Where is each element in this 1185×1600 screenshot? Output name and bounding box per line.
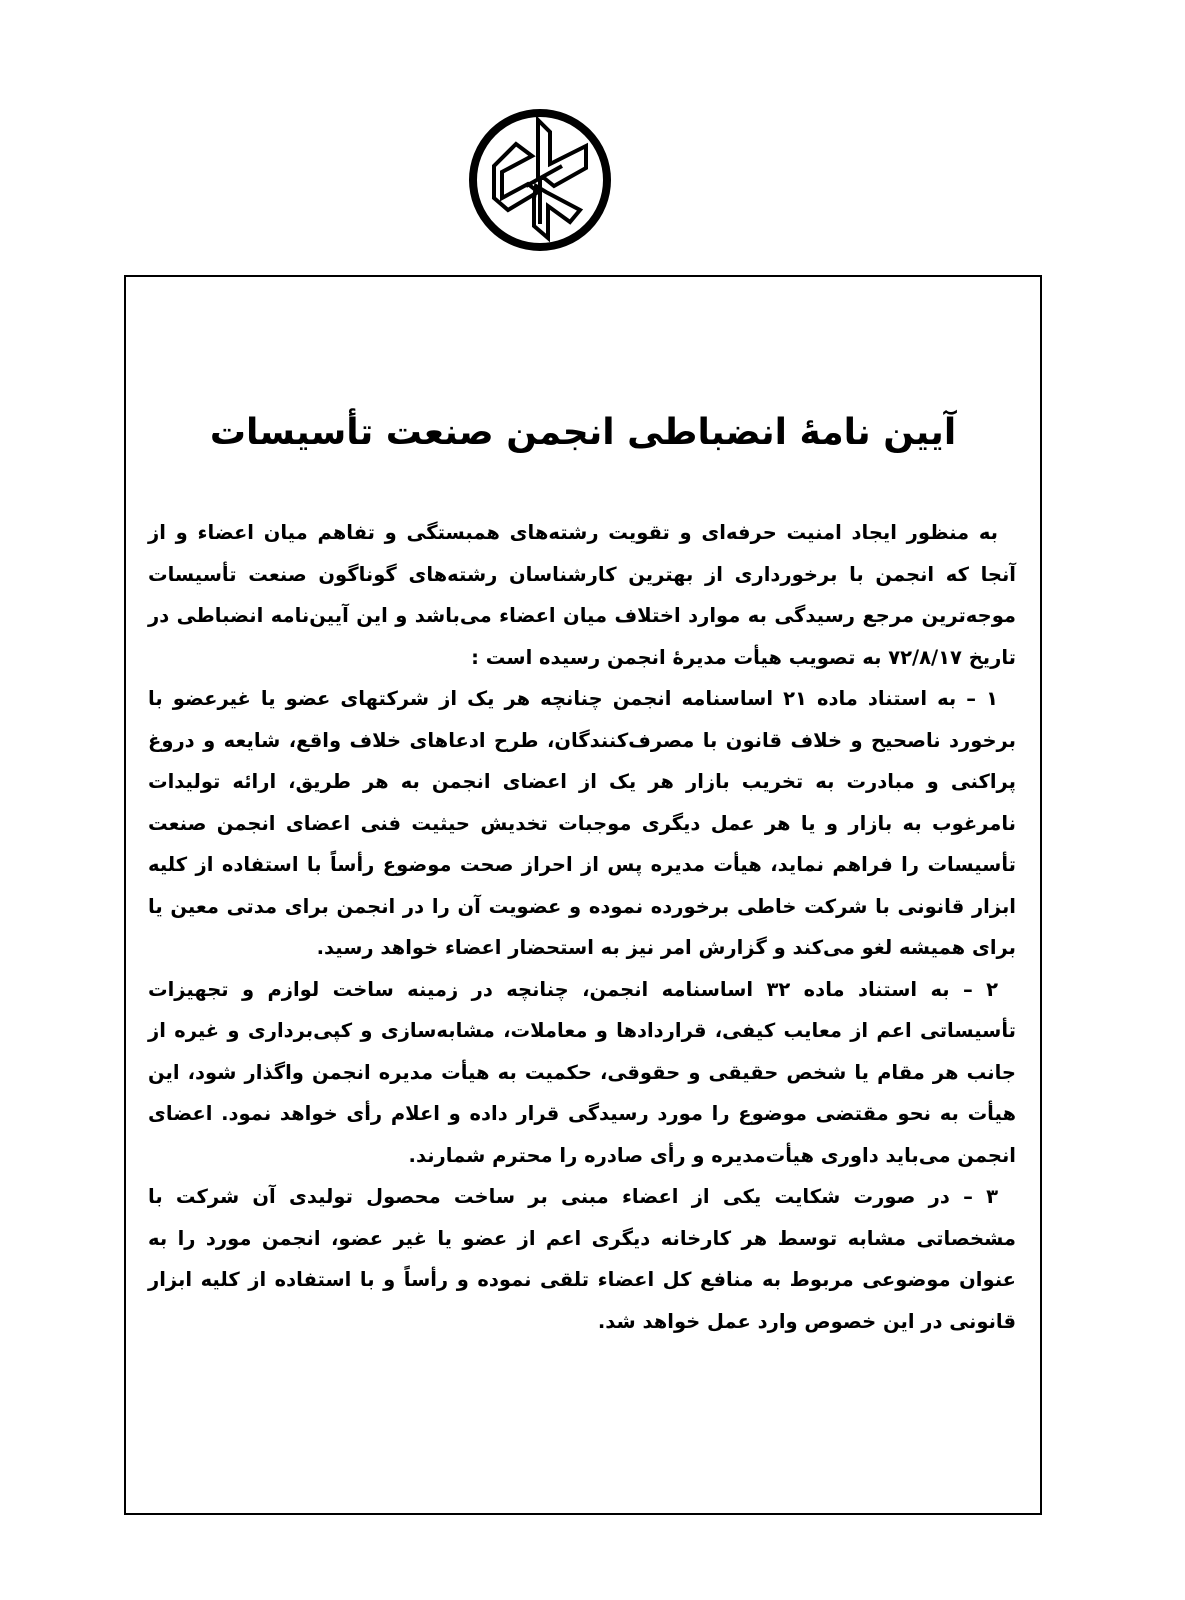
article-2 (148, 969, 1016, 1177)
association-logo (466, 106, 614, 254)
article-1 (148, 678, 1016, 969)
document-body (148, 512, 1016, 1342)
article-number: ۱ (986, 687, 998, 710)
article-number: ۲ (986, 977, 998, 1001)
document-title: آیین نامهٔ انضباطی انجمن صنعت تأسیسات (209, 412, 957, 454)
article-number: ۳ (986, 1185, 998, 1208)
article-3 (148, 1176, 1016, 1342)
document-frame (124, 275, 1042, 1515)
article-text: – به استناد ماده ۲۱ اساسنامه انجمن چنانچه هر یک از شرکتهای عضو یا غیرعضو با برخورد ناصحیح و خلاف قانون با مصرف‌کنندگان، طرح ادعاهای خلاف واقع، شایعه و دروغ پراکنی و مبادرت به تخریب بازار هر یک از اعضای انجمن به هر طریق، ارائه تولیدات نامرغوب به بازار و یا هر عمل دیگری موجبات تخدیش حیثیت فنی اعضای انجمن صنعت تأسیسات را فراهم نماید، هیأت مدیره پس از احراز صحت موضوع رأساً با استفاده از کلیه ابزار قانونی با شرکت خاطی برخورده نموده و عضویت آن را در انجمن برای مدتی معین یا برای همیشه لغو می‌کند و گزارش امر نیز به استحضار اعضاء خواهد رسید. (148, 687, 1016, 959)
article-text: – در صورت شکایت یکی از اعضاء مبنی بر ساخت محصول تولیدی آن شرکت با مشخصاتی مشابه توسط هر کارخانه دیگری اعم از عضو یا غیر عضو، انجمن مورد را به عنوان موضوعی مربوط به منافع کل اعضاء تلقی نموده و رأساً و با استفاده از کلیه ابزار قانونی در این خصوص وارد عمل خواهد شد. (148, 1185, 1016, 1333)
intro-paragraph: به منظور ایجاد امنیت حرفه‌ای و تقویت رشته‌های همبستگی و تفاهم میان اعضاء و از آنجا که انجمن با برخورداری از بهترین کارشناسان رشته‌های گوناگون صنعت تأسیسات موجه‌ترین مرجع رسیدگی به موارد اختلاف میان اعضاء می‌باشد و این آیین‌نامه انضباطی در تاریخ ۷۲/۸/۱۷ به تصویب هیأت مدیرهٔ انجمن رسیده است : (148, 521, 1016, 669)
association-emblem-icon (466, 106, 614, 254)
article-text: – به استناد ماده ۳۲ اساسنامه انجمن، چنانچه در زمینه ساخت لوازم و تجهیزات تأسیساتی اعم از معایب کیفی، قراردادها و معاملات، مشابه‌سازی و کپی‌برداری و غیره از جانب هر مقام یا شخص حقیقی و حقوقی، حکمیت به هیأت مدیره انجمن واگذار شود، این هیأت به نحو مقتضی موضوع را مورد رسیدگی قرار داده و اعلام رأی خواهد نمود. اعضای انجمن می‌باید داوری هیأت‌مدیره و رأی صادره را محترم شمارند. (148, 977, 1016, 1167)
